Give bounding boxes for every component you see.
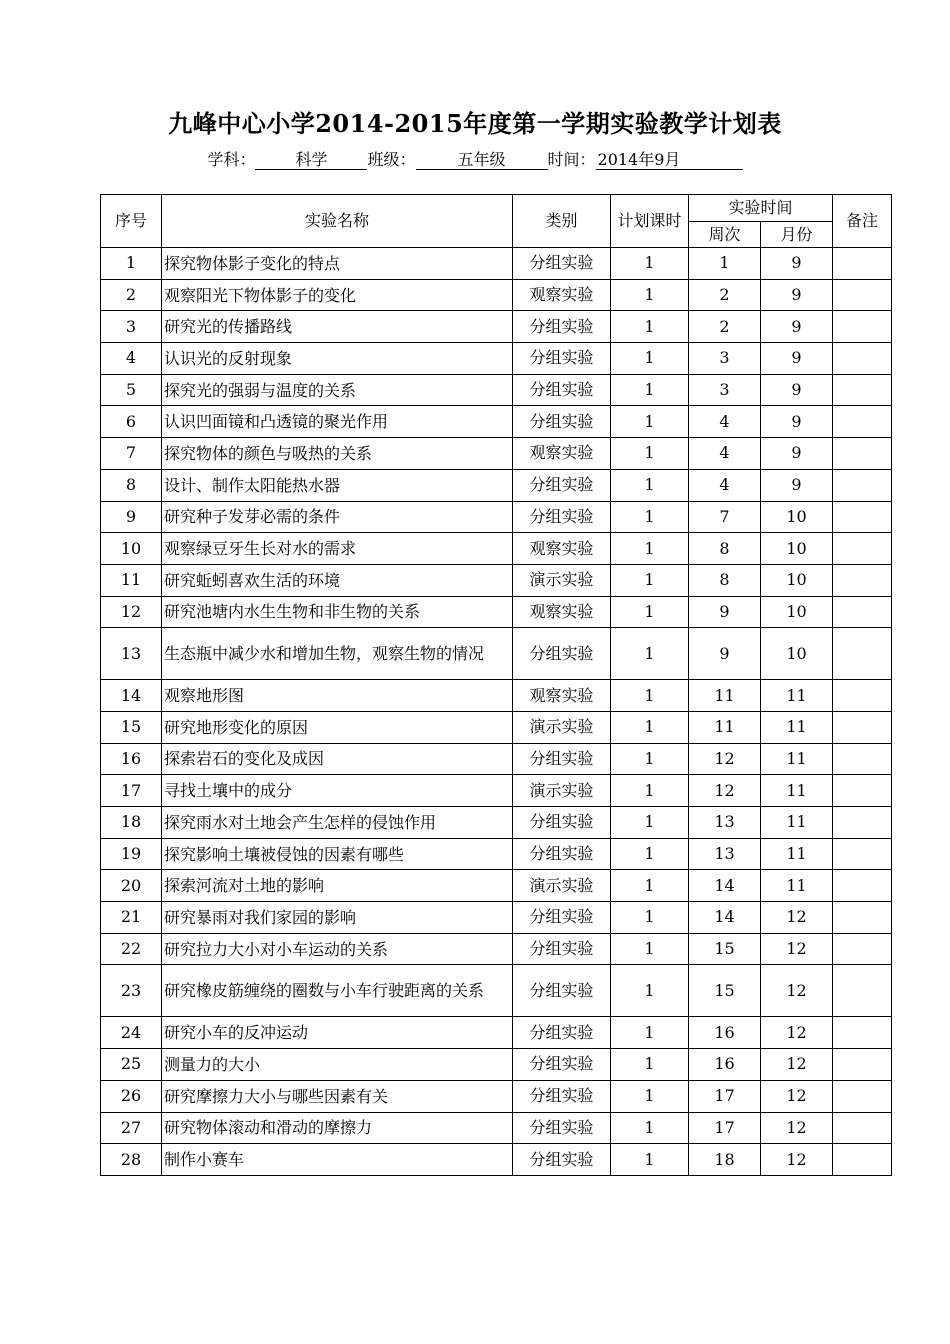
cell-week: 18: [689, 1144, 761, 1176]
cell-week: 3: [689, 374, 761, 406]
cell-remark: [833, 1049, 892, 1081]
cell-hours: 1: [611, 564, 689, 596]
cell-name: 制作小赛车: [162, 1144, 513, 1176]
table-row: [101, 311, 892, 343]
cell-no: 3: [101, 311, 162, 343]
cell-type: 分组实验: [513, 838, 611, 870]
cell-remark: [833, 1080, 892, 1112]
cell-week: 11: [689, 711, 761, 743]
cell-hours: 1: [611, 533, 689, 565]
cell-hours: 1: [611, 838, 689, 870]
cell-remark: [833, 1017, 892, 1049]
table-row: [101, 870, 892, 902]
cell-type: 观察实验: [513, 438, 611, 470]
cell-remark: [833, 807, 892, 839]
cell-type: 演示实验: [513, 870, 611, 902]
cell-name: 探索河流对土地的影响: [162, 870, 513, 902]
cell-type: 分组实验: [513, 248, 611, 280]
table-row: [101, 775, 892, 807]
cell-hours: 1: [611, 406, 689, 438]
cell-type: 分组实验: [513, 902, 611, 934]
cell-remark: [833, 870, 892, 902]
cell-name: 探究影响土壤被侵蚀的因素有哪些: [162, 838, 513, 870]
cell-name: 研究蚯蚓喜欢生活的环境: [162, 564, 513, 596]
cell-hours: 1: [611, 933, 689, 965]
table-row: [101, 1080, 892, 1112]
cell-hours: 1: [611, 965, 689, 1017]
cell-name: 观察绿豆牙生长对水的需求: [162, 533, 513, 565]
cell-type: 分组实验: [513, 311, 611, 343]
cell-week: 13: [689, 838, 761, 870]
cell-month: 11: [761, 870, 833, 902]
cell-no: 27: [101, 1112, 162, 1144]
cell-month: 9: [761, 438, 833, 470]
cell-remark: [833, 838, 892, 870]
table-row: [101, 406, 892, 438]
table-row: [101, 279, 892, 311]
table-row: [101, 501, 892, 533]
cell-hours: 1: [611, 438, 689, 470]
table-row: [101, 469, 892, 501]
cell-month: 12: [761, 1144, 833, 1176]
cell-month: 12: [761, 902, 833, 934]
cell-week: 12: [689, 743, 761, 775]
cell-name: 研究小车的反冲运动: [162, 1017, 513, 1049]
cell-hours: 1: [611, 1080, 689, 1112]
table-row: [101, 680, 892, 712]
table-row: [101, 596, 892, 628]
cell-name: 探索岩石的变化及成因: [162, 743, 513, 775]
cell-hours: 1: [611, 807, 689, 839]
cell-name: 研究池塘内水生生物和非生物的关系: [162, 596, 513, 628]
cell-no: 11: [101, 564, 162, 596]
cell-no: 28: [101, 1144, 162, 1176]
cell-week: 3: [689, 343, 761, 375]
cell-type: 分组实验: [513, 628, 611, 680]
cell-no: 8: [101, 469, 162, 501]
cell-remark: [833, 406, 892, 438]
cell-name: 研究光的传播路线: [162, 311, 513, 343]
header-remark: 备注: [833, 195, 892, 248]
cell-no: 17: [101, 775, 162, 807]
cell-remark: [833, 628, 892, 680]
cell-month: 10: [761, 564, 833, 596]
cell-no: 23: [101, 965, 162, 1017]
cell-hours: 1: [611, 469, 689, 501]
cell-hours: 1: [611, 711, 689, 743]
page-title: 九峰中心小学2014-2015年度第一学期实验教学计划表: [168, 109, 782, 138]
cell-name: 研究摩擦力大小与哪些因素有关: [162, 1080, 513, 1112]
cell-month: 12: [761, 1049, 833, 1081]
cell-week: 9: [689, 596, 761, 628]
cell-remark: [833, 501, 892, 533]
header-hours: 计划课时: [611, 195, 689, 248]
cell-type: 分组实验: [513, 1112, 611, 1144]
table-row: [101, 1112, 892, 1144]
cell-week: 16: [689, 1017, 761, 1049]
cell-name: 设计、制作太阳能热水器: [162, 469, 513, 501]
cell-no: 12: [101, 596, 162, 628]
cell-week: 4: [689, 438, 761, 470]
cell-type: 分组实验: [513, 933, 611, 965]
cell-week: 17: [689, 1080, 761, 1112]
cell-remark: [833, 438, 892, 470]
cell-month: 12: [761, 965, 833, 1017]
cell-week: 16: [689, 1049, 761, 1081]
table-row: [101, 628, 892, 680]
cell-type: 观察实验: [513, 533, 611, 565]
table-row: [101, 902, 892, 934]
cell-week: 8: [689, 564, 761, 596]
cell-type: 观察实验: [513, 279, 611, 311]
cell-name: 研究拉力大小对小车运动的关系: [162, 933, 513, 965]
header-week: 周次: [689, 222, 761, 248]
cell-name: 寻找土壤中的成分: [162, 775, 513, 807]
cell-type: 演示实验: [513, 711, 611, 743]
cell-no: 5: [101, 374, 162, 406]
cell-type: 演示实验: [513, 775, 611, 807]
cell-no: 4: [101, 343, 162, 375]
cell-remark: [833, 343, 892, 375]
cell-type: 分组实验: [513, 807, 611, 839]
table-row: [101, 374, 892, 406]
cell-month: 10: [761, 501, 833, 533]
cell-week: 2: [689, 311, 761, 343]
cell-name: 认识光的反射现象: [162, 343, 513, 375]
cell-no: 16: [101, 743, 162, 775]
cell-name: 观察地形图: [162, 680, 513, 712]
cell-no: 20: [101, 870, 162, 902]
cell-no: 15: [101, 711, 162, 743]
time-value: 2014年9月: [596, 151, 743, 170]
header-name: 实验名称: [162, 195, 513, 248]
cell-type: 观察实验: [513, 596, 611, 628]
cell-no: 6: [101, 406, 162, 438]
subject-value: 科学: [255, 151, 367, 170]
cell-hours: 1: [611, 1144, 689, 1176]
table-row: [101, 933, 892, 965]
table-row: [101, 1049, 892, 1081]
class-label: 班级：: [367, 150, 416, 169]
table-row: [101, 1144, 892, 1176]
cell-remark: [833, 279, 892, 311]
cell-hours: 1: [611, 343, 689, 375]
cell-remark: [833, 1144, 892, 1176]
header-month: 月份: [761, 222, 833, 248]
cell-type: 分组实验: [513, 469, 611, 501]
table-row: [101, 965, 892, 1017]
cell-no: 22: [101, 933, 162, 965]
cell-no: 14: [101, 680, 162, 712]
cell-week: 2: [689, 279, 761, 311]
cell-week: 17: [689, 1112, 761, 1144]
table-row: [101, 438, 892, 470]
cell-week: 1: [689, 248, 761, 280]
cell-month: 12: [761, 933, 833, 965]
table-row: [101, 533, 892, 565]
cell-no: 25: [101, 1049, 162, 1081]
cell-type: 分组实验: [513, 501, 611, 533]
cell-month: 10: [761, 628, 833, 680]
cell-week: 9: [689, 628, 761, 680]
cell-month: 12: [761, 1112, 833, 1144]
cell-type: 分组实验: [513, 1144, 611, 1176]
cell-no: 7: [101, 438, 162, 470]
cell-week: 12: [689, 775, 761, 807]
cell-no: 13: [101, 628, 162, 680]
class-value: 五年级: [416, 151, 548, 170]
cell-remark: [833, 533, 892, 565]
cell-name: 研究种子发芽必需的条件: [162, 501, 513, 533]
table-row: [101, 807, 892, 839]
cell-remark: [833, 775, 892, 807]
cell-type: 分组实验: [513, 1049, 611, 1081]
cell-no: 24: [101, 1017, 162, 1049]
cell-month: 10: [761, 596, 833, 628]
cell-hours: 1: [611, 870, 689, 902]
cell-no: 1: [101, 248, 162, 280]
cell-month: 9: [761, 374, 833, 406]
cell-hours: 1: [611, 248, 689, 280]
cell-hours: 1: [611, 628, 689, 680]
cell-type: 观察实验: [513, 680, 611, 712]
cell-name: 探究光的强弱与温度的关系: [162, 374, 513, 406]
cell-week: 4: [689, 469, 761, 501]
cell-week: 11: [689, 680, 761, 712]
cell-hours: 1: [611, 775, 689, 807]
cell-remark: [833, 596, 892, 628]
cell-name: 研究橡皮筋缠绕的圈数与小车行驶距离的关系: [162, 965, 513, 1017]
cell-week: 8: [689, 533, 761, 565]
header-no: 序号: [101, 195, 162, 248]
cell-type: 分组实验: [513, 343, 611, 375]
cell-month: 11: [761, 775, 833, 807]
table-row: [101, 1017, 892, 1049]
cell-name: 观察阳光下物体影子的变化: [162, 279, 513, 311]
cell-month: 9: [761, 406, 833, 438]
cell-no: 19: [101, 838, 162, 870]
cell-remark: [833, 1112, 892, 1144]
cell-month: 9: [761, 248, 833, 280]
cell-type: 分组实验: [513, 1080, 611, 1112]
cell-type: 分组实验: [513, 965, 611, 1017]
cell-month: 9: [761, 469, 833, 501]
cell-month: 12: [761, 1017, 833, 1049]
cell-name: 探究物体的颜色与吸热的关系: [162, 438, 513, 470]
cell-hours: 1: [611, 596, 689, 628]
cell-no: 21: [101, 902, 162, 934]
table-row: [101, 743, 892, 775]
cell-remark: [833, 965, 892, 1017]
cell-remark: [833, 711, 892, 743]
cell-type: 分组实验: [513, 1017, 611, 1049]
subject-label: 学科：: [207, 150, 256, 169]
cell-month: 11: [761, 807, 833, 839]
cell-month: 10: [761, 533, 833, 565]
experiment-plan-table: [100, 194, 892, 1176]
table-row: [101, 838, 892, 870]
cell-type: 演示实验: [513, 564, 611, 596]
cell-month: 12: [761, 1080, 833, 1112]
cell-type: 分组实验: [513, 374, 611, 406]
table-row: [101, 343, 892, 375]
cell-week: 7: [689, 501, 761, 533]
cell-hours: 1: [611, 1049, 689, 1081]
cell-no: 18: [101, 807, 162, 839]
cell-week: 13: [689, 807, 761, 839]
cell-type: 分组实验: [513, 743, 611, 775]
cell-no: 26: [101, 1080, 162, 1112]
cell-month: 9: [761, 279, 833, 311]
cell-name: 研究物体滚动和滑动的摩擦力: [162, 1112, 513, 1144]
cell-hours: 1: [611, 680, 689, 712]
cell-hours: 1: [611, 279, 689, 311]
time-label: 时间：: [547, 150, 596, 169]
cell-no: 9: [101, 501, 162, 533]
cell-name: 探究雨水对土地会产生怎样的侵蚀作用: [162, 807, 513, 839]
cell-week: 15: [689, 933, 761, 965]
cell-hours: 1: [611, 374, 689, 406]
header-type: 类别: [513, 195, 611, 248]
table-row: [101, 711, 892, 743]
cell-no: 2: [101, 279, 162, 311]
cell-name: 生态瓶中减少水和增加生物，观察生物的情况: [162, 628, 513, 680]
cell-month: 9: [761, 311, 833, 343]
cell-remark: [833, 248, 892, 280]
cell-name: 探究物体影子变化的特点: [162, 248, 513, 280]
cell-name: 测量力的大小: [162, 1049, 513, 1081]
cell-remark: [833, 374, 892, 406]
cell-week: 15: [689, 965, 761, 1017]
table-row: [101, 248, 892, 280]
cell-month: 11: [761, 680, 833, 712]
cell-remark: [833, 933, 892, 965]
cell-remark: [833, 680, 892, 712]
cell-remark: [833, 469, 892, 501]
table-row: [101, 564, 892, 596]
cell-week: 14: [689, 870, 761, 902]
cell-remark: [833, 743, 892, 775]
cell-week: 14: [689, 902, 761, 934]
cell-type: 分组实验: [513, 406, 611, 438]
cell-month: 11: [761, 838, 833, 870]
cell-name: 研究暴雨对我们家园的影响: [162, 902, 513, 934]
cell-name: 认识凹面镜和凸透镜的聚光作用: [162, 406, 513, 438]
cell-no: 10: [101, 533, 162, 565]
cell-hours: 1: [611, 1017, 689, 1049]
cell-hours: 1: [611, 311, 689, 343]
cell-hours: 1: [611, 902, 689, 934]
header-info: [0, 147, 950, 170]
header-exp-time: 实验时间: [689, 195, 833, 222]
cell-hours: 1: [611, 1112, 689, 1144]
cell-hours: 1: [611, 501, 689, 533]
table-body: [101, 248, 892, 1176]
cell-remark: [833, 311, 892, 343]
cell-week: 4: [689, 406, 761, 438]
cell-name: 研究地形变化的原因: [162, 711, 513, 743]
cell-remark: [833, 564, 892, 596]
cell-remark: [833, 902, 892, 934]
cell-month: 9: [761, 343, 833, 375]
cell-hours: 1: [611, 743, 689, 775]
cell-month: 11: [761, 743, 833, 775]
cell-month: 11: [761, 711, 833, 743]
